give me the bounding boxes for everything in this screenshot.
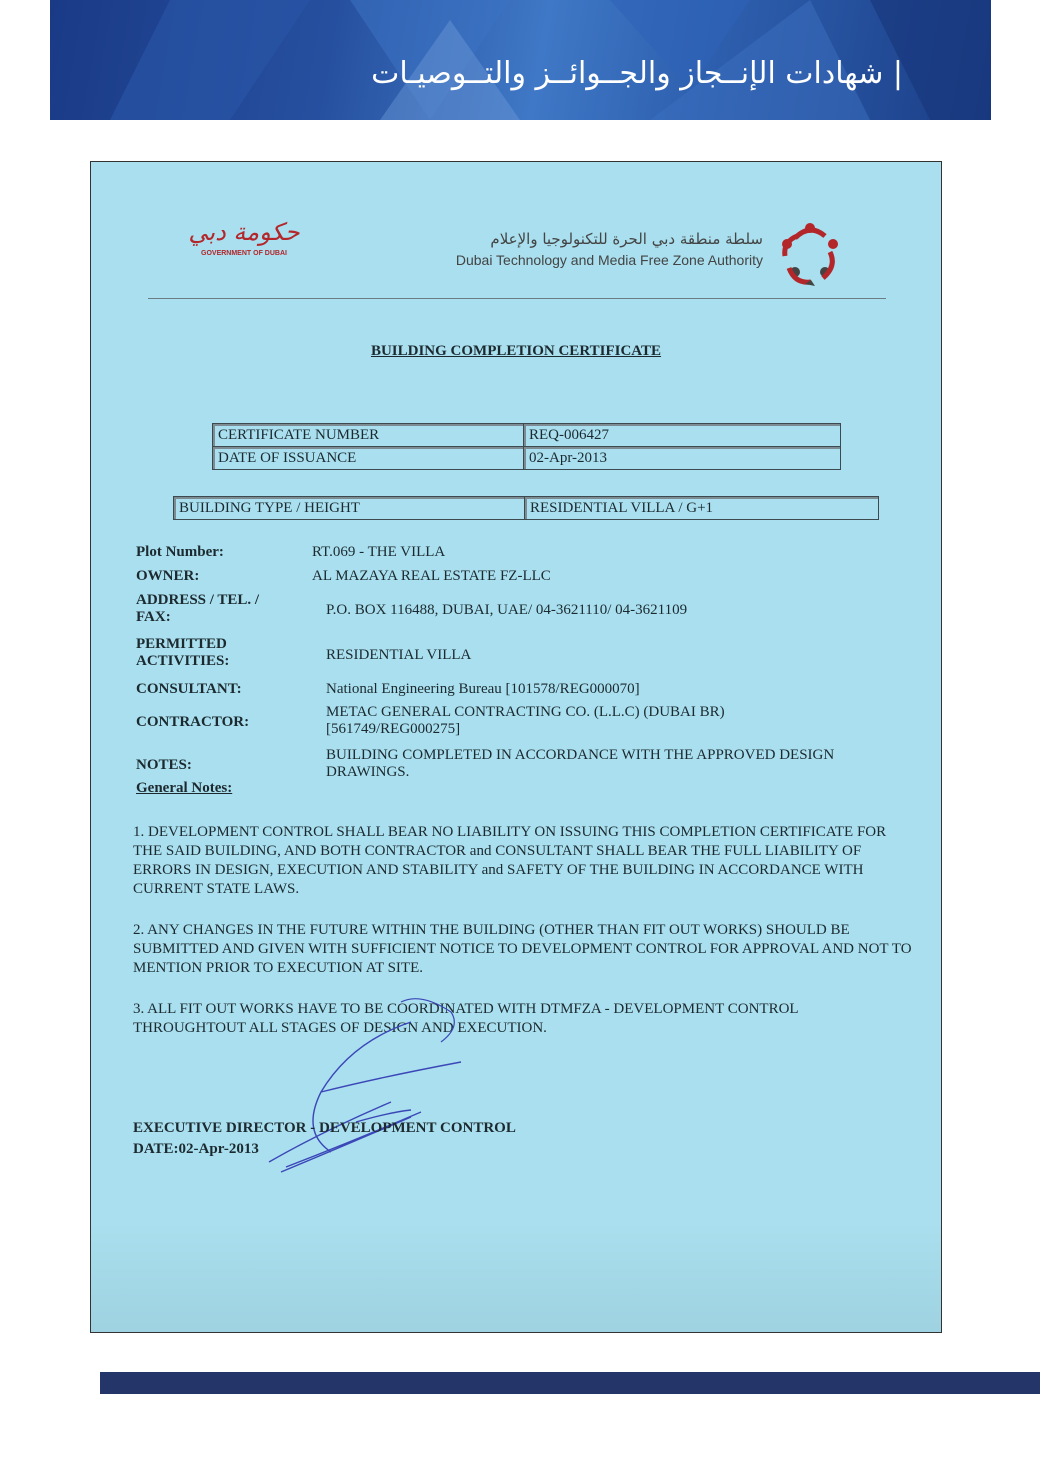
- authority-name-arabic: سلطة منطقة دبي الحرة للتكنولوجيا والإعلام: [490, 230, 763, 248]
- owner-label: OWNER:: [136, 568, 200, 584]
- notes-value: BUILDING COMPLETED IN ACCORDANCE WITH THE APPROVED DESIGN DRAWINGS.: [326, 747, 835, 780]
- address-value: P.O. BOX 116488, DUBAI, UAE/ 04-3621110/ 04-3621109: [326, 602, 688, 618]
- gov-logo-arabic: حكومة دبي: [188, 218, 300, 246]
- header-banner: [50, 0, 991, 120]
- table-cell-label: DATE OF ISSUANCE: [213, 447, 524, 470]
- certificate-title: BUILDING COMPLETION CERTIFICATE: [370, 343, 662, 359]
- building-type-table: [173, 496, 879, 520]
- signatory-block: [133, 1118, 516, 1160]
- table-cell-value: RESIDENTIAL VILLA / G+1: [525, 497, 879, 520]
- authority-name-english: Dubai Technology and Media Free Zone Authority: [455, 252, 763, 268]
- gov-logo-english: GOVERNMENT OF DUBAI: [201, 250, 287, 257]
- address-label: ADDRESS / TEL. / FAX:: [136, 592, 260, 625]
- certificate-document: [90, 161, 942, 1333]
- table-row: [213, 447, 841, 470]
- signer-title: EXECUTIVE DIRECTOR - DEVELOPMENT CONTROL: [133, 1120, 516, 1136]
- footer-bar: [100, 1372, 1040, 1394]
- table-cell-value: 02-Apr-2013: [524, 447, 841, 470]
- table-row: [213, 424, 841, 447]
- general-note-1: 1. DEVELOPMENT CONTROL SHALL BEAR NO LIABILITY ON ISSUING THIS COMPLETION CERTIFICATE FOR THE SAID BUILDING, AND BOTH CONTRACTOR and CONSULTANT SHALL BEAR THE FULL LIABILITY OF ERRORS IN DESIGN, EXECUTION AND STABILITY and SAFETY OF THE BUILDING IN ACCORDANCE WITH CURRENT STATE LAWS.: [133, 824, 887, 897]
- certificate-info-table: [212, 423, 841, 470]
- table-cell-label: CERTIFICATE NUMBER: [213, 424, 524, 447]
- government-of-dubai-logo: [179, 218, 309, 257]
- consultant-value: National Engineering Bureau [101578/REG000070]: [326, 681, 640, 697]
- notes-label: NOTES:: [136, 757, 192, 773]
- general-notes-heading: General Notes:: [136, 780, 233, 796]
- authority-name: [456, 230, 763, 268]
- general-note-3: 3. ALL FIT OUT WORKS HAVE TO BE COORDINATED WITH DTMFZA - DEVELOPMENT CONTROL THROUGHTOUT ALL STAGES OF DESIGN AND EXECUTION.: [133, 1001, 799, 1036]
- table-cell-label: BUILDING TYPE / HEIGHT: [174, 497, 525, 520]
- consultant-label: CONSULTANT:: [136, 681, 242, 697]
- signer-date: DATE:02-Apr-2013: [133, 1141, 259, 1157]
- contractor-value: METAC GENERAL CONTRACTING CO. (L.L.C) (DUBAI BR) [561749/REG000275]: [326, 704, 725, 737]
- dtmfza-logo-icon: [775, 218, 845, 288]
- table-row: [174, 497, 879, 520]
- plot-number-label: Plot Number:: [136, 544, 224, 560]
- permitted-activities-value: RESIDENTIAL VILLA: [326, 647, 472, 663]
- contractor-label: CONTRACTOR:: [136, 714, 250, 730]
- table-cell-value: REQ-006427: [524, 424, 841, 447]
- plot-number-value: RT.069 - THE VILLA: [312, 544, 446, 560]
- owner-value: AL MAZAYA REAL ESTATE FZ-LLC: [312, 568, 551, 584]
- banner-title: | شهادات الإنــجاز والجــوائــز والتــوصيـات: [371, 56, 903, 91]
- permitted-activities-label: PERMITTED ACTIVITIES:: [136, 636, 230, 669]
- general-note-2: 2. ANY CHANGES IN THE FUTURE WITHIN THE BUILDING (OTHER THAN FIT OUT WORKS) SHOULD BE SUBMITTED AND GIVEN WITH SUFFICIENT NOTICE TO DEVELOPMENT CONTROL FOR APPROVAL AND NOT TO MENTION PRIOR TO EXECUTION AT SITE.: [133, 922, 912, 976]
- letterhead-divider: [148, 298, 886, 299]
